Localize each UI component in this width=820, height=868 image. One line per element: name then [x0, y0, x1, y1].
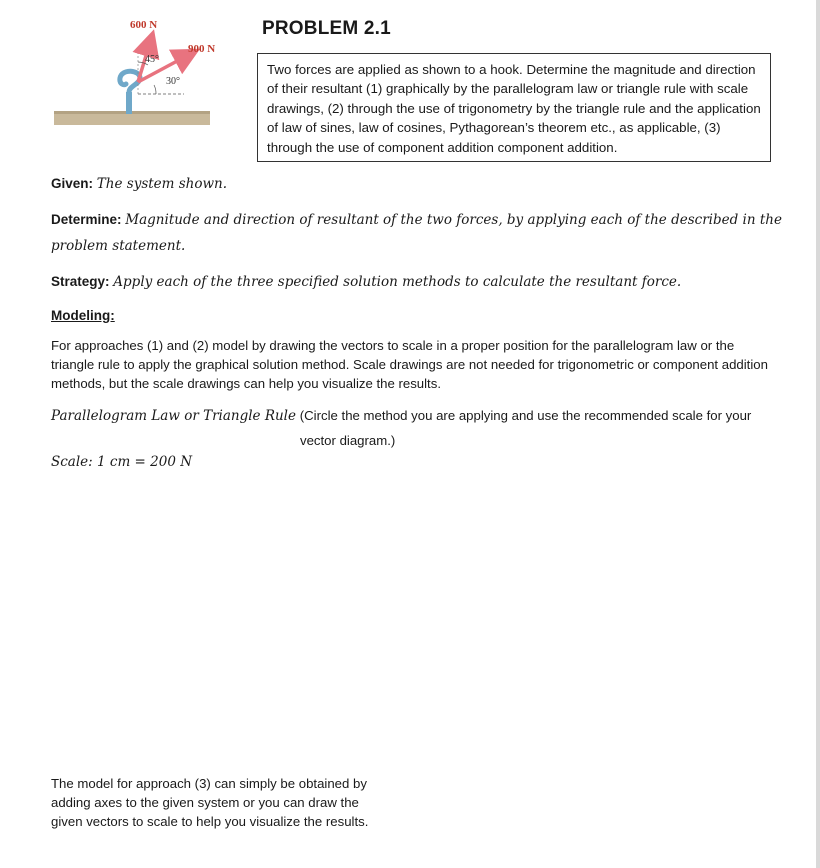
approach3-line-3: given vectors to scale to help you visualize the results.: [51, 814, 369, 830]
approach3-line-1: The model for approach (3) can simply be obtained by: [51, 776, 367, 791]
force2-label: 900 N: [188, 43, 216, 55]
problem-statement: Two forces are applied as shown to a hook. Determine the magnitude and direction of their resultant (1) graphically by the parallelogram law or triangle rule with scale drawings, (2) through the use of trigonometry by the triangle rule and the application of law of sines, law of cosines, Pythagorean’s theorem etc., as applicable, (3) through the use of component addition component addition.: [257, 53, 771, 162]
given-label: Given:: [51, 176, 94, 191]
hook-figure: [48, 12, 218, 132]
scale-line: [51, 450, 192, 474]
angle1-label: 45°: [145, 54, 159, 65]
method-line: [51, 404, 776, 428]
hook-diagram: [48, 12, 218, 132]
determine-label: Determine:: [51, 212, 122, 227]
hook-shank: [126, 92, 132, 114]
method-handwritten: Parallelogram Law or Triangle Rule: [51, 408, 296, 424]
method-text-1: (Circle the method you are applying and use the recommended scale for your: [299, 408, 752, 423]
force1-label: 600 N: [130, 19, 158, 31]
approach3-line-2: adding axes to the given system or you can draw the: [51, 795, 359, 811]
strategy-line: [51, 270, 681, 294]
determine-line: [51, 208, 782, 232]
given-text: The system shown.: [96, 176, 228, 192]
modeling-label: Modeling:: [51, 308, 115, 323]
page-edge: [816, 0, 820, 868]
strategy-text: Apply each of the three specified solution methods to calculate the resultant force.: [113, 274, 682, 290]
scale-text: Scale: 1 cm = 200 N: [51, 454, 193, 470]
determine-line-2: [51, 234, 185, 258]
modeling-heading: [51, 304, 115, 328]
given-line: [51, 172, 227, 196]
angle2-label: 30°: [166, 76, 180, 87]
approach3-block: [51, 774, 411, 832]
modeling-paragraph: For approaches (1) and (2) model by drawing the vectors to scale in a proper position for the parallelogram law or the triangle rule to apply the graphical solution method. Scale drawings are not needed for trigonometric or component addition methods, but the scale drawings can help you visualize the results.: [51, 338, 768, 392]
method-text-2: vector diagram.): [300, 433, 396, 448]
problem-title: PROBLEM 2.1: [262, 18, 391, 39]
determine-text-2: problem statement.: [51, 238, 186, 254]
strategy-label: Strategy:: [51, 274, 110, 289]
determine-text-1: Magnitude and direction of resultant of the two forces, by applying each of the described in the: [125, 212, 782, 228]
